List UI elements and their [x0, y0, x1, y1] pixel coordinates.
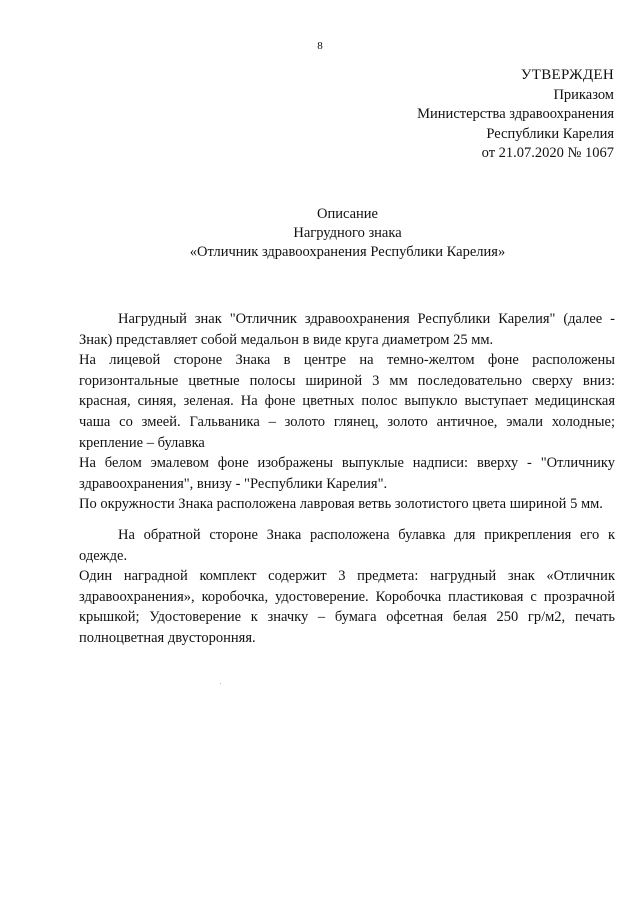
approval-block	[417, 66, 614, 164]
document-body	[79, 309, 615, 649]
page-number: 8	[317, 40, 323, 52]
paragraph-award-set: Один наградной комплект содержит 3 предмета: нагрудный знак «Отличник здравоохранения», коробочка, удостоверение. Коробочка пластиковая с прозрачной крышкой; Удостоверение к значку – бумага офсетная белая 250 гр/м2, печать полноцветная двусторонняя.	[79, 568, 615, 646]
paragraph-back-side: На обратной стороне Знака расположена булавка для прикрепления его к одежде.	[79, 526, 615, 564]
heading-badge-name: «Отличник здравоохранения Республики Карелия»	[189, 244, 506, 260]
paragraph-laurel-branch: По окружности Знака расположена лавровая ветвь золотистого цвета шириной 5 мм.	[79, 496, 603, 513]
paragraph-badge-general: Нагрудный знак "Отличник здравоохранения Республики Карелия" (далее - Знак) представляет собой медальон в виде круга диаметром 25 мм.	[79, 311, 615, 348]
approval-order-label: Приказом	[553, 86, 614, 103]
heading-badge-type: Нагрудного знака	[293, 225, 402, 241]
heading-description: Описание	[317, 206, 378, 222]
approval-ministry: Министерства здравоохранения	[417, 106, 614, 122]
paragraph-front-side: На лицевой стороне Знака в центре на темно-желтом фоне расположены горизонтальные цветные полосы шириной 3 мм последовательно сверху вниз: красная, синяя, зеленая. На фоне цветных полос выпукло выступает медицинская чаша со змеей. Гальваника – золото глянец, золото античное, эмали холодные; крепление – булавка	[79, 352, 615, 451]
paragraph-inscriptions: На белом эмалевом фоне изображены выпуклые надписи: вверху - "Отличнику здравоохранения", внизу - "Республики Карелия".	[79, 455, 615, 492]
approval-republic: Республики Карелия	[486, 125, 614, 142]
scan-mark	[220, 683, 221, 684]
document-heading	[0, 205, 640, 262]
approval-date-number: от 21.07.2020 № 1067	[481, 145, 614, 161]
approval-title: УТВЕРЖДЕН	[520, 67, 614, 83]
